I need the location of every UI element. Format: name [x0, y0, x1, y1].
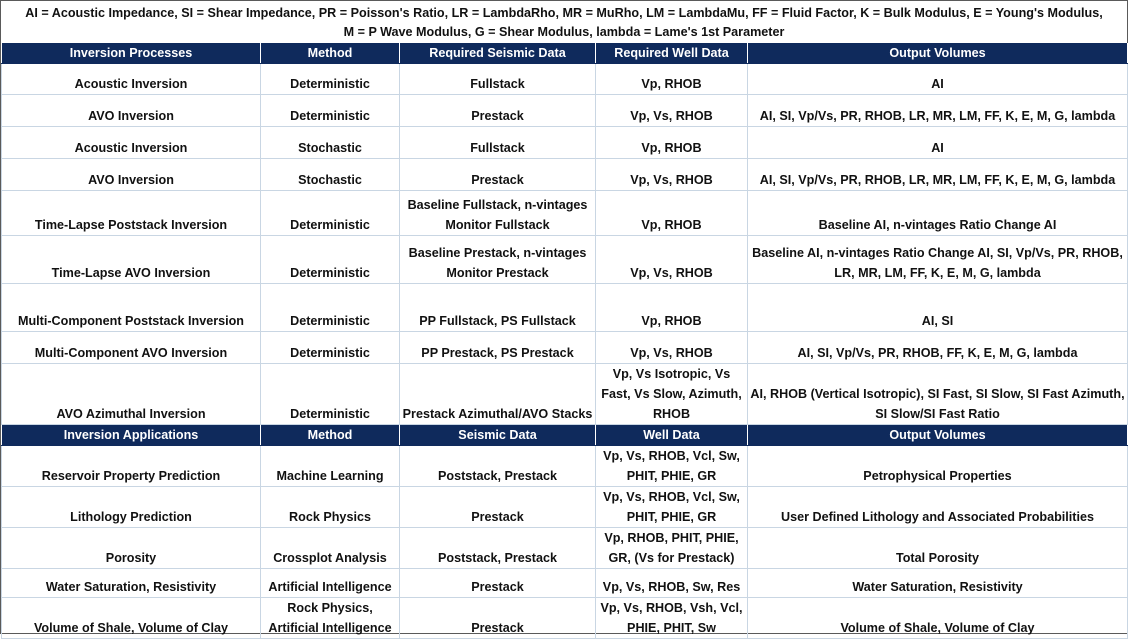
cell-well-data: Vp, RHOB, PHIT, PHIE, GR, (Vs for Prestack) [596, 528, 748, 569]
table-row [2, 528, 1128, 569]
cell-method: Stochastic [261, 127, 400, 159]
cell-well-data: Vp, RHOB [596, 191, 748, 236]
cell-method: Deterministic [261, 191, 400, 236]
cell-method: Artificial Intelligence [261, 569, 400, 598]
cell-process: Acoustic Inversion [2, 127, 261, 159]
table-row [2, 332, 1128, 364]
cell-process: AVO Inversion [2, 95, 261, 127]
header-method: Method [261, 43, 400, 64]
cell-process: AVO Inversion [2, 159, 261, 191]
cell-method: Deterministic [261, 64, 400, 95]
table-row [2, 487, 1128, 528]
cell-seismic-data: Poststack, Prestack [400, 528, 596, 569]
cell-well-data: Vp, Vs, RHOB, Vcl, Sw, PHIT, PHIE, GR [596, 446, 748, 487]
cell-method: Crossplot Analysis [261, 528, 400, 569]
legend-line-2: M = P Wave Modulus, G = Shear Modulus, lambda = Lame's 1st Parameter [343, 25, 785, 39]
cell-output-volumes: Volume of Shale, Volume of Clay [748, 598, 1128, 639]
cell-seismic-data: Prestack [400, 487, 596, 528]
applications-table [1, 425, 1128, 639]
table-row [2, 236, 1128, 284]
cell-output-volumes: AI, SI, Vp/Vs, PR, RHOB, FF, K, E, M, G, lambda [748, 332, 1128, 364]
cell-seismic-data: Poststack, Prestack [400, 446, 596, 487]
header-required-well-data: Required Well Data [596, 43, 748, 64]
header-output-volumes: Output Volumes [748, 43, 1128, 64]
cell-process: Time-Lapse Poststack Inversion [2, 191, 261, 236]
cell-method: Rock Physics, Artificial Intelligence [261, 598, 400, 639]
cell-output-volumes: AI [748, 64, 1128, 95]
table-row [2, 284, 1128, 332]
cell-process: Acoustic Inversion [2, 64, 261, 95]
cell-application: Reservoir Property Prediction [2, 446, 261, 487]
cell-output-volumes: AI, SI, Vp/Vs, PR, RHOB, LR, MR, LM, FF, K, E, M, G, lambda [748, 95, 1128, 127]
cell-seismic-data: Prestack [400, 569, 596, 598]
table-row [2, 95, 1128, 127]
legend-line-1: AI = Acoustic Impedance, SI = Shear Impedance, PR = Poisson's Ratio, LR = LambdaRho, MR = MuRho, LM = LambdaMu, FF = Fluid Factor, K = Bulk Modulus, E = Young's Modulus, [25, 6, 1103, 20]
cell-method: Stochastic [261, 159, 400, 191]
header-method: Method [261, 425, 400, 446]
header-required-seismic-data: Required Seismic Data [400, 43, 596, 64]
cell-method: Rock Physics [261, 487, 400, 528]
abbreviation-legend [1, 1, 1127, 43]
inversion-header-row [2, 43, 1128, 64]
cell-seismic-data: Prestack [400, 598, 596, 639]
table-row [2, 159, 1128, 191]
header-inversion-processes: Inversion Processes [2, 43, 261, 64]
header-output-volumes: Output Volumes [748, 425, 1128, 446]
table-row [2, 191, 1128, 236]
applications-header-row [2, 425, 1128, 446]
cell-well-data: Vp, RHOB [596, 284, 748, 332]
cell-output-volumes: AI, SI [748, 284, 1128, 332]
cell-seismic-data: Baseline Prestack, n-vintages Monitor Prestack [400, 236, 596, 284]
cell-process: AVO Azimuthal Inversion [2, 364, 261, 425]
cell-seismic-data: Prestack [400, 95, 596, 127]
cell-well-data: Vp, Vs, RHOB, Sw, Res [596, 569, 748, 598]
cell-well-data: Vp, Vs Isotropic, Vs Fast, Vs Slow, Azimuth, RHOB [596, 364, 748, 425]
cell-output-volumes: Baseline AI, n-vintages Ratio Change AI, SI, Vp/Vs, PR, RHOB, LR, MR, LM, FF, K, E, M, G, lambda [748, 236, 1128, 284]
cell-output-volumes: Petrophysical Properties [748, 446, 1128, 487]
table-row [2, 598, 1128, 639]
cell-seismic-data: Fullstack [400, 127, 596, 159]
cell-seismic-data: Baseline Fullstack, n-vintages Monitor Fullstack [400, 191, 596, 236]
cell-method: Deterministic [261, 364, 400, 425]
cell-seismic-data: Prestack [400, 159, 596, 191]
cell-output-volumes: AI [748, 127, 1128, 159]
cell-application: Water Saturation, Resistivity [2, 569, 261, 598]
inversion-table [1, 43, 1128, 425]
cell-application: Lithology Prediction [2, 487, 261, 528]
cell-output-volumes: Water Saturation, Resistivity [748, 569, 1128, 598]
cell-method: Deterministic [261, 95, 400, 127]
table-row [2, 64, 1128, 95]
cell-output-volumes: Baseline AI, n-vintages Ratio Change AI [748, 191, 1128, 236]
cell-output-volumes: User Defined Lithology and Associated Probabilities [748, 487, 1128, 528]
cell-method: Deterministic [261, 236, 400, 284]
cell-process: Multi-Component AVO Inversion [2, 332, 261, 364]
cell-well-data: Vp, RHOB [596, 127, 748, 159]
cell-seismic-data: PP Fullstack, PS Fullstack [400, 284, 596, 332]
cell-method: Deterministic [261, 332, 400, 364]
cell-output-volumes: AI, RHOB (Vertical Isotropic), SI Fast, SI Slow, SI Fast Azimuth, SI Slow/SI Fast Ratio [748, 364, 1128, 425]
table-row [2, 364, 1128, 425]
cell-output-volumes: Total Porosity [748, 528, 1128, 569]
cell-output-volumes: AI, SI, Vp/Vs, PR, RHOB, LR, MR, LM, FF, K, E, M, G, lambda [748, 159, 1128, 191]
cell-well-data: Vp, RHOB [596, 64, 748, 95]
cell-well-data: Vp, Vs, RHOB [596, 159, 748, 191]
cell-method: Machine Learning [261, 446, 400, 487]
cell-seismic-data: Fullstack [400, 64, 596, 95]
table-row [2, 446, 1128, 487]
table-row [2, 127, 1128, 159]
header-seismic-data: Seismic Data [400, 425, 596, 446]
cell-well-data: Vp, Vs, RHOB [596, 236, 748, 284]
header-well-data: Well Data [596, 425, 748, 446]
cell-method: Deterministic [261, 284, 400, 332]
cell-application: Volume of Shale, Volume of Clay [2, 598, 261, 639]
cell-seismic-data: PP Prestack, PS Prestack [400, 332, 596, 364]
table-row [2, 569, 1128, 598]
cell-well-data: Vp, Vs, RHOB, Vcl, Sw, PHIT, PHIE, GR [596, 487, 748, 528]
cell-seismic-data: Prestack Azimuthal/AVO Stacks [400, 364, 596, 425]
cell-well-data: Vp, Vs, RHOB [596, 332, 748, 364]
cell-process: Multi-Component Poststack Inversion [2, 284, 261, 332]
cell-application: Porosity [2, 528, 261, 569]
header-inversion-applications: Inversion Applications [2, 425, 261, 446]
cell-process: Time-Lapse AVO Inversion [2, 236, 261, 284]
cell-well-data: Vp, Vs, RHOB [596, 95, 748, 127]
cell-well-data: Vp, Vs, RHOB, Vsh, Vcl, PHIE, PHIT, Sw [596, 598, 748, 639]
